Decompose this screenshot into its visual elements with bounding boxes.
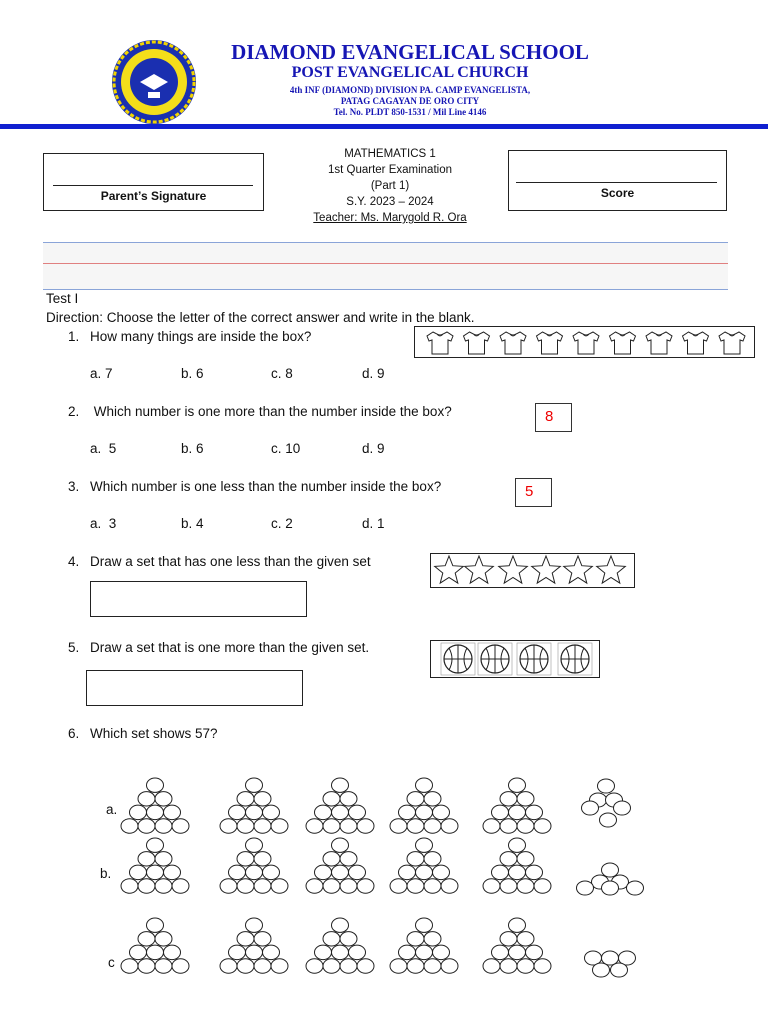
q3-number-box: 5 bbox=[515, 478, 552, 507]
shirt-icon bbox=[683, 332, 709, 354]
shirt-icon bbox=[537, 332, 563, 354]
q2-number: 2. bbox=[68, 404, 80, 419]
exam-info bbox=[270, 146, 510, 226]
address-line2: PATAG CAGAYAN DE ORO CITY bbox=[340, 96, 480, 106]
circle-set bbox=[390, 778, 458, 833]
circle-set bbox=[483, 838, 551, 893]
q2-option-d[interactable]: d. 9 bbox=[362, 441, 385, 456]
q3-option-c[interactable]: c. 2 bbox=[271, 516, 293, 531]
circle-set bbox=[220, 838, 288, 893]
name-band-red-line bbox=[43, 263, 728, 264]
basketball-icon bbox=[517, 643, 551, 675]
q4-answer-box[interactable] bbox=[90, 581, 307, 617]
circle-set bbox=[220, 778, 288, 833]
circle-set bbox=[390, 918, 458, 973]
school-seal-logo bbox=[110, 38, 198, 126]
score-label: Score bbox=[600, 186, 635, 200]
circle-set bbox=[121, 918, 189, 973]
shirt-icon bbox=[719, 332, 745, 354]
q3-option-d[interactable]: d. 1 bbox=[362, 516, 385, 531]
score-box[interactable] bbox=[508, 150, 727, 211]
basketball-icon bbox=[558, 643, 592, 675]
name-band[interactable] bbox=[43, 242, 728, 290]
circle-set bbox=[220, 918, 288, 973]
shirt-icon bbox=[427, 332, 453, 354]
q2-text: Which number is one more than the number inside the box? bbox=[90, 404, 452, 419]
q6-option-c-label[interactable]: c bbox=[108, 955, 115, 970]
church-name: POST EVANGELICAL CHURCH bbox=[291, 64, 529, 81]
parent-signature-label: Parent’s Signature bbox=[100, 189, 207, 203]
star-icon bbox=[499, 556, 528, 583]
q4-number: 4. bbox=[68, 554, 80, 569]
star-icon bbox=[532, 556, 561, 583]
shirt-icon bbox=[500, 332, 526, 354]
star-icon bbox=[564, 556, 593, 583]
q2-option-c[interactable]: c. 10 bbox=[271, 441, 301, 456]
shirt-icon bbox=[646, 332, 672, 354]
shirt-icon bbox=[610, 332, 636, 354]
q6-option-a-label[interactable]: a. bbox=[106, 802, 118, 817]
test-title: Test I bbox=[46, 291, 79, 306]
teacher-name: Teacher: Ms. Marygold R. Ora bbox=[313, 212, 467, 224]
q1-option-a[interactable]: a. 7 bbox=[90, 366, 113, 381]
q2-option-b[interactable]: b. 6 bbox=[181, 441, 204, 456]
school-year: S.Y. 2023 – 2024 bbox=[346, 196, 434, 208]
star-icon bbox=[597, 556, 626, 583]
q1-text: How many things are inside the box? bbox=[90, 329, 312, 344]
q6-option-b-label[interactable]: b. bbox=[100, 866, 112, 881]
q4-stars-box bbox=[430, 553, 635, 588]
exam-subject: MATHEMATICS 1 bbox=[344, 148, 436, 160]
circle-set bbox=[306, 838, 374, 893]
basketball-icon bbox=[441, 643, 475, 675]
shirt-icon bbox=[573, 332, 599, 354]
shirt-icon bbox=[464, 332, 490, 354]
star-icon bbox=[465, 556, 494, 583]
circle-set bbox=[577, 863, 644, 895]
test-direction: Direction: Choose the letter of the correct answer and write in the blank. bbox=[46, 310, 475, 325]
circle-set bbox=[390, 838, 458, 893]
q3-number: 3. bbox=[68, 479, 80, 494]
q5-answer-box[interactable] bbox=[86, 670, 303, 706]
q5-balls-box bbox=[430, 640, 600, 678]
exam-quarter: 1st Quarter Examination bbox=[327, 164, 452, 176]
circle-set bbox=[121, 778, 189, 833]
circle-set bbox=[306, 778, 374, 833]
basketball-icon bbox=[478, 643, 512, 675]
q6-text: Which set shows 57? bbox=[90, 726, 218, 741]
q4-text: Draw a set that has one less than the given set bbox=[90, 554, 371, 569]
circle-set bbox=[582, 779, 631, 827]
q1-option-d[interactable]: d. 9 bbox=[362, 366, 385, 381]
q1-option-c[interactable]: c. 8 bbox=[271, 366, 293, 381]
q5-number: 5. bbox=[68, 640, 80, 655]
circle-set bbox=[483, 778, 551, 833]
score-line bbox=[516, 182, 717, 183]
q1-shirts-box bbox=[414, 326, 755, 358]
circle-set bbox=[121, 838, 189, 893]
address-line1: 4th INF (DIAMOND) DIVISION PA. CAMP EVANGELISTA, bbox=[289, 85, 531, 95]
header-divider bbox=[0, 124, 768, 129]
q2-number-box: 8 bbox=[535, 403, 572, 432]
school-name: DIAMOND EVANGELICAL SCHOOL bbox=[231, 40, 589, 64]
exam-part: (Part 1) bbox=[370, 180, 410, 192]
parent-signature-line bbox=[53, 185, 253, 186]
telephone: Tel. No. PLDT 850-1531 / Mil Line 4146 bbox=[333, 107, 487, 117]
q1-option-b[interactable]: b. 6 bbox=[181, 366, 204, 381]
circle-set bbox=[483, 918, 551, 973]
q3-option-b[interactable]: b. 4 bbox=[181, 516, 204, 531]
circle-set bbox=[306, 918, 374, 973]
q5-text: Draw a set that is one more than the given set. bbox=[90, 640, 370, 655]
star-icon bbox=[435, 556, 464, 583]
q1-number: 1. bbox=[68, 329, 80, 344]
q2-option-a[interactable]: a. 5 bbox=[90, 441, 117, 456]
q6-number: 6. bbox=[68, 726, 80, 741]
circle-set bbox=[585, 951, 636, 977]
q3-option-a[interactable]: a. 3 bbox=[90, 516, 117, 531]
q3-text: Which number is one less than the number inside the box? bbox=[90, 479, 442, 494]
